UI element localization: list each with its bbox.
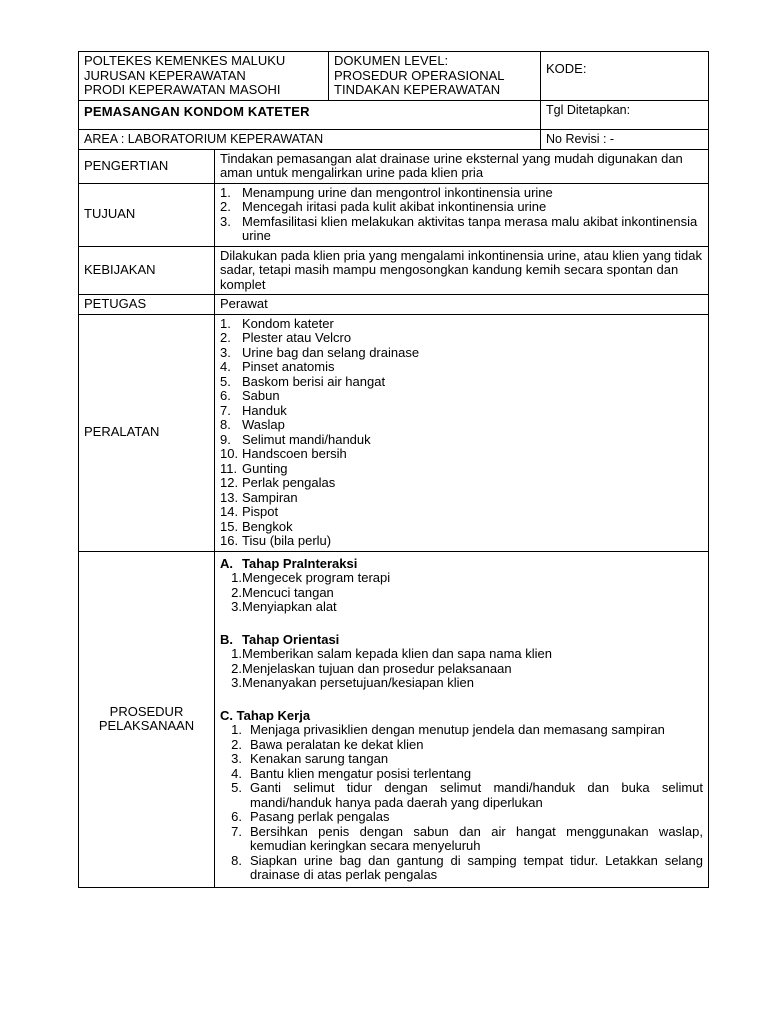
list-item: 6. Sabun [220,388,280,403]
section-heading: A. Tahap PraInteraksi [220,555,358,571]
revisi-cell: No Revisi : - [541,130,709,150]
tujuan-list [220,186,703,244]
tgl-ditetapkan-cell [541,101,709,130]
list-item: 1. Menjaga privasiklien dengan menutup jendela dan memasang sampiran [231,722,665,737]
list-item: 12. Perlak pengalas [220,475,336,490]
tgl-ditetapkan-label: Tgl Ditetapkan: [546,103,631,117]
list-item: 3. Kenakan sarung tangan [231,751,389,766]
prosedur-cell [215,551,709,887]
list-item: 3. Menyiapkan alat [231,599,337,614]
prosedur-label-line: PELAKSANAAN [98,718,195,733]
list-item: 8. Siapkan urine bag dan gantung di samping tempat tidur. Letakkan selang drainase di atas perlak pengalas [231,852,704,882]
list-item: 9. Selimut mandi/handuk [220,431,371,447]
list-item: 2. Bawa peralatan ke dekat klien [231,736,424,752]
tujuan-label: TUJUAN [79,183,215,246]
petugas-label: PETUGAS [79,295,215,315]
kebijakan-text: Dilakukan pada klien pria yang mengalami inkontinensia urine, atau klien yang tidak sadar, tetapi masih mampu mengosongkan kandung kemih secara spontan dan komplet [215,246,709,295]
doc-level-line: TINDAKAN KEPERAWATAN [334,82,501,97]
institution-cell [79,52,329,101]
section-heading: C. Tahap Kerja [220,707,311,723]
doc-level-line: DOKUMEN LEVEL: [334,53,449,68]
list-item: 5. Baskom berisi air hangat [220,373,386,389]
list-item: 11. Gunting [220,460,288,476]
area-cell: AREA : LABORATORIUM KEPERAWATAN [79,130,541,150]
list-item: 7. Bersihkan penis dengan sabun dan air hangat menggunakan waslap, kemudian keringkan secara menyeluruh [231,823,704,853]
institution-line: PRODI KEPERAWATAN MASOHI [84,82,281,97]
orientasi-list [220,647,703,691]
prosedur-label-line: PROSEDUR [109,703,184,719]
kode-cell [541,52,709,101]
institution-line: POLTEKES KEMENKES MALUKU [84,53,286,68]
list-item: 2. Mencegah iritasi pada kulit akibat inkontinensia urine [220,199,547,214]
list-item: 4. Pinset anatomis [220,359,335,374]
list-item: 1. Memberikan salam kepada klien dan sapa nama klien [231,646,553,661]
pengertian-label: PENGERTIAN [79,149,215,183]
peralatan-label: PERALATAN [79,314,215,551]
peralatan-list [220,317,703,549]
prosedur-label [79,551,215,887]
list-item: 2. Mencuci tangan [231,584,334,600]
list-item: 4. Bantu klien mengatur posisi terlentang [231,765,472,781]
list-item: 3. Urine bag dan selang drainase [220,344,420,360]
kerja-list [220,723,703,883]
sop-document [78,51,708,888]
petugas-text: Perawat [215,295,709,315]
list-item: 13. Sampiran [220,489,298,505]
list-item: 1. Mengecek program terapi [231,570,391,585]
tujuan-cell [215,183,709,246]
list-item: 1. Kondom kateter [220,315,334,331]
list-item: 16. Tisu (bila perlu) [220,533,332,548]
kode-label: KODE: [546,61,587,76]
list-item: 14. Pispot [220,504,279,519]
institution-line: JURUSAN KEPERAWATAN [84,67,246,83]
list-item: 10. Handscoen bersih [220,446,347,461]
list-item: 5. Ganti selimut tidur dengan selimut mandi/handuk dan buka selimut mandi/handuk hanya pada daerah yang diperlukan [231,780,704,810]
sop-table [78,51,709,888]
list-item: 3. Menanyakan persetujuan/kesiapan klien [231,675,474,690]
list-item: 2. Plester atau Velcro [220,330,352,345]
list-item: 15. Bengkok [220,518,293,534]
peralatan-cell [215,314,709,551]
kebijakan-label: KEBIJAKAN [79,246,215,295]
list-item: 3. Memfasilitasi klien melakukan aktivitas tanpa merasa malu akibat inkontinensia urine [220,213,698,243]
pengertian-text: Tindakan pemasangan alat drainase urine eksternal yang mudah digunakan dan aman untuk mengalirkan urine pada klien pria [215,149,709,183]
list-item: 1. Menampung urine dan mengontrol inkontinensia urine [220,184,553,200]
document-title: PEMASANGAN KONDOM KATETER [79,101,541,130]
doc-level-cell [329,52,541,101]
list-item: 8. Waslap [220,417,285,432]
doc-level-line: PROSEDUR OPERASIONAL [334,67,505,83]
list-item: 2. Menjelaskan tujuan dan prosedur pelaksanaan [231,660,512,676]
list-item: 7. Handuk [220,402,287,418]
list-item: 6. Pasang perlak pengalas [231,809,390,824]
prainteraksi-list [220,571,703,615]
section-heading: B. Tahap Orientasi [220,631,340,647]
